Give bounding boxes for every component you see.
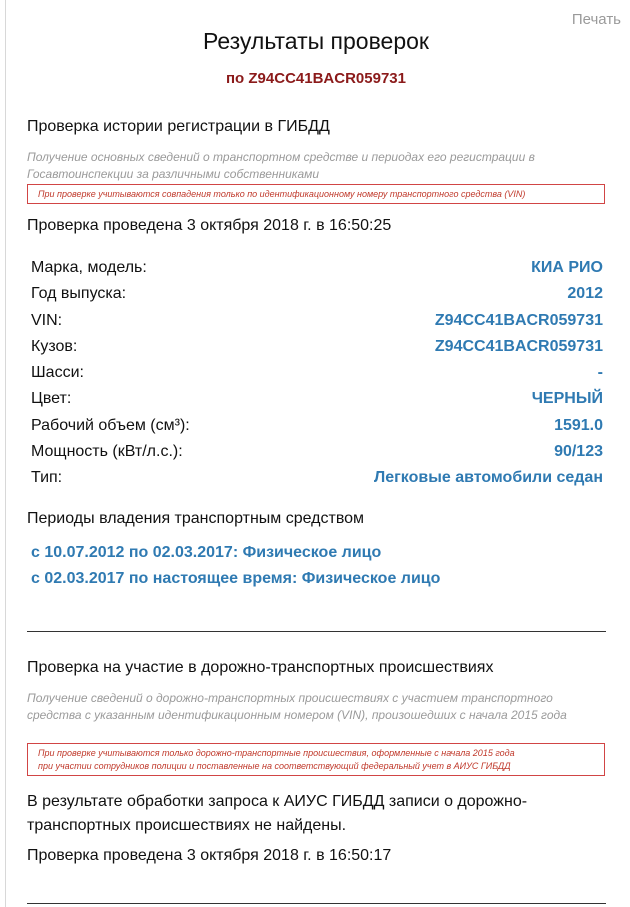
detail-label: Марка, модель: xyxy=(31,259,147,276)
detail-label: Мощность (кВт/л.с.): xyxy=(31,443,183,460)
page-title: Результаты проверок xyxy=(203,28,429,54)
accidents-warning-line-2: при участии сотрудников полиции и поставленные на соответствующий федеральный учет в АИУС ГИБДД xyxy=(38,761,511,771)
detail-value: 2012 xyxy=(567,285,603,302)
detail-row-year xyxy=(31,285,603,307)
accidents-checked-at: Проверка проведена 3 октября 2018 г. в 16:50:17 xyxy=(27,847,392,864)
detail-value: ЧЕРНЫЙ xyxy=(531,390,603,407)
print-link[interactable]: Печать xyxy=(571,11,621,28)
ownership-period: с 02.03.2017 по настоящее время: Физическое лицо xyxy=(31,570,441,587)
detail-label: Рабочий объем (см³): xyxy=(31,417,190,434)
detail-row-vin xyxy=(31,312,603,334)
accidents-description: Получение сведений о дорожно-транспортных происшествиях с участием транспортного средства с указанным идентификационным номером (VIN), произошедших с начала 2015 года xyxy=(27,691,567,722)
accidents-warning xyxy=(27,743,605,776)
registration-section-title: Проверка истории регистрации в ГИБДД xyxy=(27,118,330,135)
accidents-result: В результате обработки запроса к АИУС ГИБДД записи о дорожно-транспортных происшествиях не найдены. xyxy=(27,793,528,834)
detail-row-body xyxy=(31,338,603,360)
detail-row-color xyxy=(31,390,603,412)
detail-label: VIN: xyxy=(31,312,63,329)
detail-label: Цвет: xyxy=(31,390,72,407)
accidents-section-title: Проверка на участие в дорожно-транспортных происшествиях xyxy=(27,659,494,676)
registration-checked-at: Проверка проведена 3 октября 2018 г. в 16:50:25 xyxy=(27,217,392,234)
detail-value: - xyxy=(597,364,603,381)
accidents-warning-line-1: При проверке учитываются только дорожно-транспортные происшествия, оформленные с начала 2015 года xyxy=(38,748,515,758)
detail-row-power xyxy=(31,443,603,465)
ownership-title: Периоды владения транспортным средством xyxy=(27,510,365,527)
registration-warning xyxy=(27,184,605,204)
section-divider xyxy=(27,903,606,904)
detail-value: Z94CC41BACR059731 xyxy=(434,338,603,355)
ownership-period: с 10.07.2012 по 02.03.2017: Физическое лицо xyxy=(31,544,382,561)
detail-label: Шасси: xyxy=(31,364,84,381)
detail-row-chassis xyxy=(31,364,603,386)
detail-row-type xyxy=(31,469,603,491)
vin-subtitle: по Z94CC41BACR059731 xyxy=(226,70,406,87)
detail-row-make-model xyxy=(31,259,603,281)
detail-value: КИА РИО xyxy=(531,259,603,276)
section-divider xyxy=(27,631,606,632)
registration-warning-text: При проверке учитываются совпадения только по идентификационному номеру транспортного средства (VIN) xyxy=(38,189,526,199)
detail-value: Легковые автомобили седан xyxy=(374,469,603,486)
detail-value: 90/123 xyxy=(554,443,603,460)
detail-value: Z94CC41BACR059731 xyxy=(434,312,603,329)
detail-label: Кузов: xyxy=(31,338,78,355)
detail-label: Год выпуска: xyxy=(31,285,127,302)
registration-description: Получение основных сведений о транспортном средстве и периодах его регистрации в Госавтоинспекции за различными собственниками xyxy=(27,150,535,181)
detail-value: 1591.0 xyxy=(554,417,603,434)
detail-row-engine-volume xyxy=(31,417,603,439)
detail-label: Тип: xyxy=(31,469,63,486)
left-border-line xyxy=(5,0,6,907)
